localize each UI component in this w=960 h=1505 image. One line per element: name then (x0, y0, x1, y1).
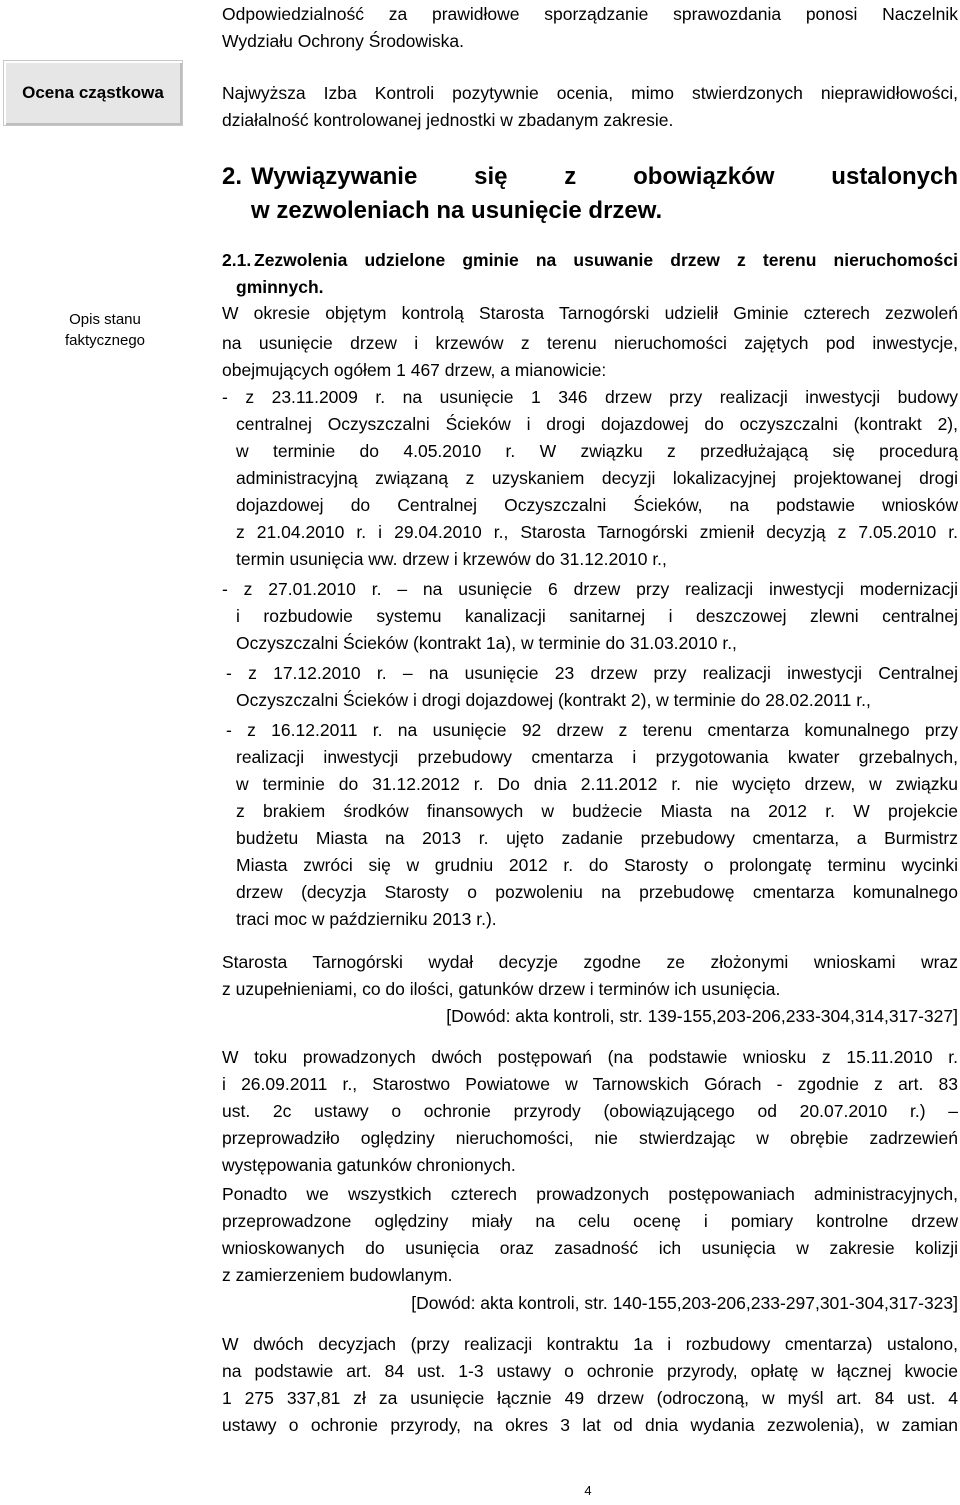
body-line: W okresie objętym kontrolą Starosta Tarnogórski udzielił Gminie czterech zezwoleń (222, 303, 958, 323)
body-line: przeprowadziło oględziny nieruchomości, nie stwierdzając w obrębie zadrzewień (222, 1128, 958, 1148)
description-label: Opis stanu faktycznego (64, 311, 146, 349)
list-item-line: termin usunięcia ww. drzew i krzewów do 31.12.2010 r., (236, 549, 667, 569)
body-line: i 26.09.2011 r., Starostwo Powiatowe w Tarnowskich Górach - zgodnie z art. 83 (222, 1074, 958, 1094)
list-item-line: - z 27.01.2010 r. – na usunięcie 6 drzew przy realizacji inwestycji modernizacji (222, 579, 958, 599)
body-line: z uzupełnieniami, co do ilości, gatunków drzew i terminów ich usunięcia. (222, 979, 781, 999)
body-line: Starosta Tarnogórski wydał decyzje zgodne ze złożonymi wnioskami wraz (222, 952, 958, 972)
body-line: W toku prowadzonych dwóch postępowań (na podstawie wniosku z 15.11.2010 r. (222, 1047, 958, 1067)
body-line: ustawy o ochronie przyrody, na okres 3 lat od dnia wydania zezwolenia), w zamian (222, 1415, 958, 1435)
list-item-line: centralnej Oczyszczalni Ścieków i drogi dojazdowej do oczyszczalni (kontrakt 2), (236, 414, 958, 434)
evidence-reference: [Dowód: akta kontroli, str. 139-155,203-206,233-304,314,317-327] (446, 1006, 958, 1026)
evidence-reference: [Dowód: akta kontroli, str. 140-155,203-206,233-297,301-304,317-323] (411, 1293, 958, 1313)
assessment-line: Najwyższa Izba Kontroli pozytywnie ocenia, mimo stwierdzonych nieprawidłowości, (222, 83, 958, 103)
body-line: występowania gatunków chronionych. (222, 1155, 516, 1175)
body-line: obejmujących ogółem 1 467 drzew, a mianowicie: (222, 360, 607, 380)
list-item-line: traci moc w październiku 2013 r.). (236, 909, 497, 929)
list-item-line: dojazdowej do Centralnej Oczyszczalni Ścieków, na podstawie wniosków (236, 495, 958, 515)
list-item-line: budżetu Miasta na 2013 r. ujęto zadanie przebudowy cmentarza, a Burmistrz (236, 828, 958, 848)
score-label: Ocena cząstkowa (22, 83, 164, 102)
score-label-box (3, 60, 183, 126)
subsection-number: 2.1. (222, 250, 252, 270)
page-number: 4 (584, 1483, 592, 1498)
list-item-line: Oczyszczalni Ścieków i drogi dojazdowej (kontrakt 2), w terminie do 28.02.2011 r., (236, 690, 871, 710)
body-line: W dwóch decyzjach (przy realizacji kontraktu 1a i rozbudowy cmentarza) ustalono, (222, 1334, 958, 1354)
list-item-line: Miasta zwróci się w grudniu 2012 r. do Starosty o prolongatę terminu wycinki (236, 855, 958, 875)
list-item-line: administracyjną związaną z uzyskaniem decyzji lokalizacyjnej projektowanej drogi (236, 468, 958, 488)
body-line: wnioskowanych do usunięcia oraz zasadność ich usunięcia w zakresie kolizji (222, 1238, 958, 1258)
body-line: przeprowadzone oględziny miały na celu ocenę i pomiary kontrolne drzew (222, 1211, 958, 1231)
intro-line: Wydziału Ochrony Środowiska. (222, 31, 465, 51)
list-item-line: - z 23.11.2009 r. na usunięcie 1 346 drzew przy realizacji inwestycji budowy (222, 387, 958, 407)
list-item-line: drzew (decyzja Starosty o pozwoleniu na przebudowę cmentarza komunalnego (236, 882, 958, 902)
section-title-line: Wywiązywanie się z obowiązków ustalonych (251, 163, 958, 190)
list-item-line: - z 16.12.2011 r. na usunięcie 92 drzew z terenu cmentarza komunalnego przy (226, 720, 958, 740)
subsection-title-line: gminnych. (236, 277, 324, 297)
assessment-line: działalność kontrolowanej jednostki w zbadanym zakresie. (222, 110, 674, 130)
body-line: z zamierzeniem budowlanym. (222, 1265, 453, 1285)
list-item-line: - z 17.12.2010 r. – na usunięcie 23 drzew przy realizacji inwestycji Centralnej (226, 663, 958, 683)
section-number: 2. (222, 163, 243, 190)
subsection-title-line: Zezwolenia udzielone gminie na usuwanie drzew z terenu nieruchomości (254, 250, 958, 270)
list-item-line: w terminie do 4.05.2010 r. W związku z przedłużającą się procedurą (236, 441, 958, 461)
body-line: Ponadto we wszystkich czterech prowadzonych postępowaniach administracyjnych, (222, 1184, 958, 1204)
body-line: na usunięcie drzew i krzewów z terenu nieruchomości zajętych pod inwestycje, (222, 333, 958, 353)
list-item-line: i rozbudowie systemu kanalizacji sanitarnej i deszczowej zlewni centralnej (236, 606, 958, 626)
list-item-line: realizacji inwestycji przebudowy cmentarza i przygotowania kwater grzebalnych, (236, 747, 958, 767)
list-item-line: z brakiem środków finansowych w budżecie Miasta na 2012 r. W projekcie (236, 801, 958, 821)
list-item-line: z 21.04.2010 r. i 29.04.2010 r., Starosta Tarnogórski zmienił decyzją z 7.05.2010 r. (236, 522, 958, 542)
section-title-line: w zezwoleniach na usunięcie drzew. (251, 197, 663, 224)
list-item-line: w terminie do 31.12.2012 r. Do dnia 2.11.2012 r. nie wycięto drzew, w związku (236, 774, 958, 794)
body-line: ust. 2c ustawy o ochronie przyrody (obowiązującego od 20.07.2010 r.) – (222, 1101, 958, 1121)
list-item-line: Oczyszczalni Ścieków (kontrakt 1a), w terminie do 31.03.2010 r., (236, 633, 737, 653)
body-line: 1 275 337,81 zł za usunięcie łącznie 49 drzew (odroczoną, w myśl art. 84 ust. 4 (222, 1388, 958, 1408)
intro-line: Odpowiedzialność za prawidłowe sporządzanie sprawozdania ponosi Naczelnik (222, 4, 958, 24)
body-line: na podstawie art. 84 ust. 1-3 ustawy o ochronie przyrody, opłatę w łącznej kwocie (222, 1361, 958, 1381)
